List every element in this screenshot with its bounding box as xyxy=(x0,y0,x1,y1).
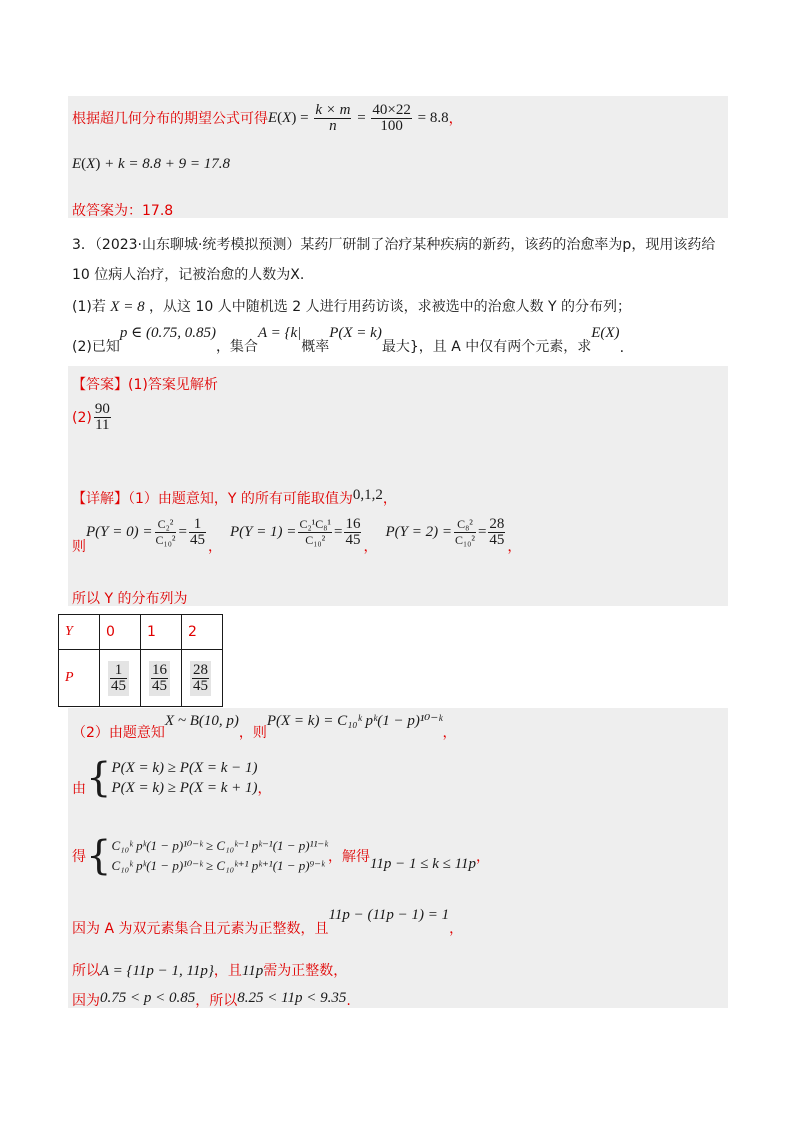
answer-line-1 xyxy=(72,374,218,394)
p0-label: P(Y = 0) = xyxy=(86,524,153,540)
frac-den: 45 xyxy=(189,532,205,548)
left-brace: { xyxy=(86,833,112,879)
values: 0,1,2 xyxy=(352,487,383,503)
text: ，则 xyxy=(238,725,267,741)
part2-line-3 xyxy=(72,833,490,879)
p2-label: P(Y = 2) = xyxy=(385,524,452,540)
inequality: P(X = k) ≥ P(X = k − 1) xyxy=(111,760,258,776)
eq-sign: = xyxy=(300,109,309,126)
inequality: C₁₀ᵏ pᵏ(1 − p)¹⁰⁻ᵏ ≥ C₁₀ᵏ⁺¹ pᵏ⁺¹(1 − p)⁹⁻ᵏ xyxy=(111,858,325,873)
q1-prefix: (1)若 xyxy=(72,299,106,315)
expectation-line xyxy=(72,100,463,136)
p1-expr: P(Y = 1) = $\frac{\text{C₂¹C₈¹}}{\text{C₁₀²}}$ = $\frac{16}{45}$ xyxy=(229,516,361,548)
frac-den: C₁₀² xyxy=(155,533,176,547)
table-cell: 2 xyxy=(182,615,223,650)
table-cell: P xyxy=(59,650,100,707)
p2-result xyxy=(488,517,505,548)
x-var: X xyxy=(86,156,96,172)
text: ，且 xyxy=(213,963,242,979)
problem-line-1: 3．（2023·山东聊城·统考模拟预测）某药厂研制了治疗某种疾病的新药，该药的治愈率为p，现用该药给 xyxy=(72,237,716,253)
q2-max: 最大}，且 A 中仅有两个元素，求 xyxy=(381,339,592,355)
text: 需为正整数， xyxy=(263,963,348,979)
table-cell: Y xyxy=(59,615,100,650)
p2-comb xyxy=(454,517,476,548)
p2-expr: P(Y = 2) = $\frac{\text{C₈²}}{\text{C₁₀²}}$ = $\frac{28}{45}$ xyxy=(385,516,505,548)
part2-line-4 xyxy=(72,908,463,938)
11p-range: 8.25 < 11p < 9.35 xyxy=(237,990,347,1006)
distribution-title: 所以 Y 的分布列为 xyxy=(72,591,188,607)
probabilities-line: 则 P(Y = 0) = $\frac{\text{C₂²}}{\text{C₁₀²}}$ = $\frac{1}{45}$ ， P(Y = 1) = $\frac{\text{C₂¹C₈¹}}{\text{C₁₀²}}$ = $\frac{16}{45}$ ， P(Y = 2) = $\frac{\text{C₈²}}{\text{C₁₀²}}$ = $\frac{28}{45}$ ， xyxy=(72,516,522,555)
p0-expr: P(Y = 0) = $\frac{\text{C₂²}}{\text{C₁₀²}}$ = $\frac{1}{45}$ xyxy=(86,516,205,548)
question-2 xyxy=(72,326,624,356)
frac-num: C₂² xyxy=(155,517,177,533)
text: ，解得 xyxy=(327,849,370,865)
detail-intro xyxy=(72,488,397,508)
table-cell xyxy=(141,650,182,707)
punct: ， xyxy=(449,921,464,937)
frac-den: C₁₀² xyxy=(454,533,475,547)
ex-symbol: E xyxy=(268,109,278,126)
frac-num: C₂¹C₈¹ xyxy=(299,517,332,531)
fraction-40x22-100 xyxy=(371,103,411,134)
frac-den: n xyxy=(329,117,337,134)
k-range: 11p − 1 ≤ k ≤ 11p xyxy=(369,855,476,872)
punct: ， xyxy=(448,111,463,127)
sum-text: + k = 8.8 + 9 = 17.8 xyxy=(104,156,230,172)
part2-line-5 xyxy=(72,960,347,980)
q2-end: . xyxy=(619,340,625,356)
frac-num: 28 xyxy=(489,516,505,532)
set-math: A = {11p − 1, 11p} xyxy=(100,963,214,979)
q2-math-p: p ∈ (0.75, 0.85) xyxy=(119,325,216,341)
cell-fraction xyxy=(190,661,211,696)
p0-comb xyxy=(155,517,177,548)
frac-den: C₁₀² xyxy=(305,533,326,547)
expectation-formula: E(X) = $\frac{k \times m}{n}$ = $\frac{40\times 22}{100}$ = 8.8 xyxy=(268,101,449,134)
answer-box xyxy=(68,366,728,606)
frac-num: 28 xyxy=(193,661,208,678)
final-answer-text: 故答案为：17.8 xyxy=(72,203,174,219)
inequality-system xyxy=(111,758,257,798)
q2-prob: P(X = k) xyxy=(329,325,382,341)
p1-comb xyxy=(298,517,332,548)
ze-text: 则 xyxy=(72,539,86,555)
left-brace: { xyxy=(86,755,112,801)
table-cell: 0 xyxy=(100,615,141,650)
q2-prefix: (2)已知 xyxy=(72,339,120,355)
table-cell xyxy=(100,650,141,707)
answer-fraction xyxy=(94,402,111,433)
answer-line-2 xyxy=(72,402,113,433)
part2-line-1 xyxy=(72,712,456,742)
table-row xyxy=(59,650,223,707)
x-var: X xyxy=(282,109,292,126)
inequality-system xyxy=(111,836,328,876)
frac-num: 90 xyxy=(94,401,110,417)
table-row xyxy=(59,615,223,650)
frac-num: k × m xyxy=(315,101,351,118)
punct: ， xyxy=(382,491,397,507)
frac-den: 45 xyxy=(152,677,167,694)
table-cell xyxy=(182,650,223,707)
text: 因为 xyxy=(72,993,100,1009)
expectation-text: 根据超几何分布的期望公式可得 xyxy=(72,111,268,127)
frac-den: 45 xyxy=(489,532,505,548)
result: = 8.8 xyxy=(417,109,449,126)
detail-intro-text: （1）由题意知，Y 的所有可能取值为 xyxy=(128,491,353,507)
ex-symbol: E xyxy=(72,156,82,172)
p1-label: P(Y = 1) = xyxy=(229,524,297,540)
text: 得 xyxy=(72,849,86,865)
text: 由 xyxy=(72,781,86,797)
frac-den: 45 xyxy=(193,677,208,694)
punct: . xyxy=(346,993,351,1009)
p-range: 0.75 < p < 0.85 xyxy=(100,990,196,1006)
q2-ex: E(X) xyxy=(591,325,620,341)
answer-part2-prefix: (2) xyxy=(72,409,92,426)
cell-fraction xyxy=(108,661,129,696)
problem-line-2: 10 位病人治疗，记被治愈的人数为X. xyxy=(72,267,305,283)
frac-num: 1 xyxy=(110,663,127,679)
q2-set: A = {k| xyxy=(257,325,302,341)
frac-den: 45 xyxy=(111,677,126,694)
distribution-table xyxy=(58,614,223,707)
frac-den: 11 xyxy=(95,417,110,433)
answer-label: 【答案】 xyxy=(72,377,128,393)
fraction-km-n xyxy=(314,103,351,134)
text: 因为 A 为双元素集合且元素为正整数，且 xyxy=(72,921,329,937)
math: 11p xyxy=(241,963,264,979)
frac-num: 40×22 xyxy=(372,101,411,118)
part2-line-6 xyxy=(72,990,351,1010)
q2-gailv: 概率 xyxy=(301,339,330,355)
frac-num: 16 xyxy=(152,661,167,678)
frac-den: 45 xyxy=(345,532,361,548)
question-1 xyxy=(72,296,631,316)
binomial-formula: P(X = k) = C₁₀ᵏ pᵏ(1 − p)¹⁰⁻ᵏ xyxy=(266,713,443,729)
inequality: C₁₀ᵏ pᵏ(1 − p)¹⁰⁻ᵏ ≥ C₁₀ᵏ⁻¹ pᵏ⁻¹(1 − p)¹¹⁻ᵏ xyxy=(111,838,328,853)
q1-rest: ，从这 10 人中随机选 2 人进行用药访谈，求被选中的治愈人数 Y 的分布列； xyxy=(149,299,632,315)
punct: ， xyxy=(475,849,490,865)
p1-result xyxy=(344,517,361,548)
q1-math: X = 8 xyxy=(110,299,145,315)
text: 所以 xyxy=(72,963,100,979)
p0-result xyxy=(189,517,206,548)
q2-mid: ，集合 xyxy=(215,339,258,355)
punct: ， xyxy=(442,725,457,741)
difference-math: 11p − (11p − 1) = 1 xyxy=(328,907,450,923)
part2-line-2 xyxy=(72,755,272,801)
binomial-math: X ~ B(10, p) xyxy=(164,713,239,729)
text: ，所以 xyxy=(195,993,238,1009)
punct: ， xyxy=(257,781,272,797)
frac-num: C₈² xyxy=(454,517,476,533)
frac-den: 100 xyxy=(380,117,403,134)
answer-part1: (1)答案见解析 xyxy=(128,377,218,393)
table-cell: 1 xyxy=(141,615,182,650)
cell-fraction xyxy=(149,661,170,696)
expectation-plus-k: E(X) + k = 8.8 + 9 = 17.8 xyxy=(72,156,230,172)
text: （2）由题意知 xyxy=(72,725,165,741)
inequality: P(X = k) ≥ P(X = k + 1) xyxy=(111,780,258,796)
detail-label: 【详解】 xyxy=(72,491,128,507)
frac-num: 1 xyxy=(189,517,206,533)
frac-num: 16 xyxy=(345,516,361,532)
